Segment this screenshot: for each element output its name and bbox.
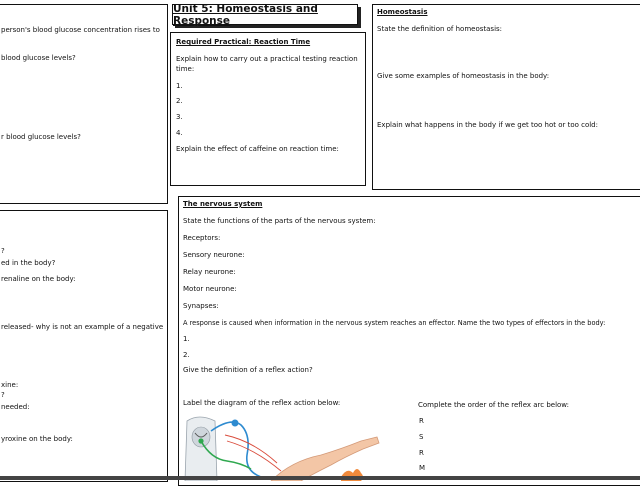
reaction-step-2: 2.: [176, 97, 183, 105]
reaction-time-box: [170, 32, 366, 186]
left-bottom-line-5: xine:: [1, 381, 19, 389]
homeostasis-q3: Explain what happens in the body if we get too hot or too cold:: [377, 121, 598, 129]
left-bottom-line-4: released- why is not an example of a negative: [1, 323, 164, 331]
nervous-part-receptors: Receptors:: [183, 234, 221, 242]
nervous-effector-2: 2.: [183, 351, 190, 359]
arm-shape: [271, 437, 379, 481]
page-title-text: Unit 5: Homeostasis and Response: [173, 2, 318, 27]
reaction-question-1: Explain how to carry out a practical testing reaction: [176, 55, 358, 63]
reaction-step-1: 1.: [176, 82, 183, 90]
bottom-edge-bar: [0, 476, 640, 480]
nervous-system-box: [178, 196, 640, 486]
left-top-line-3: r blood glucose levels?: [1, 133, 81, 141]
left-bottom-box: [0, 210, 168, 482]
red-fibre-path-2: [227, 441, 281, 471]
nervous-part-synapses: Synapses:: [183, 302, 219, 310]
reflex-order-label: Complete the order of the reflex arc below:: [418, 401, 570, 409]
reflex-order-r2: R: [419, 449, 424, 457]
reaction-heading: Required Practical: Reaction Time: [176, 38, 311, 46]
homeostasis-q1: State the definition of homeostasis:: [377, 25, 503, 33]
reflex-arc-diagram: [181, 411, 381, 481]
reaction-step-3: 3.: [176, 113, 183, 121]
reflex-order-m: M: [419, 464, 426, 472]
homeostasis-box: [372, 4, 640, 190]
page-title: [172, 4, 358, 25]
spinal-cord-shape: [185, 417, 217, 481]
left-bottom-line-2: ed in the body?: [1, 259, 56, 267]
homeostasis-q2: Give some examples of homeostasis in the body:: [377, 72, 550, 80]
nervous-part-sensory: Sensory neurone:: [183, 251, 245, 259]
left-top-line-2: blood glucose levels?: [1, 54, 76, 62]
sensory-neurone-path: [211, 422, 261, 477]
left-bottom-line-7: needed:: [1, 403, 30, 411]
reaction-question-1-cont: time:: [176, 65, 195, 73]
nervous-effector-1: 1.: [183, 335, 190, 343]
nervous-part-motor: Motor neurone:: [183, 285, 237, 293]
left-bottom-line-1: ?: [1, 247, 5, 255]
nervous-intro: State the functions of the parts of the nervous system:: [183, 217, 376, 225]
reflex-order-r1: R: [419, 417, 424, 425]
left-top-box: [0, 4, 168, 204]
nervous-heading: The nervous system: [183, 200, 263, 208]
red-fibre-path-1: [225, 435, 277, 463]
homeostasis-heading: Homeostasis: [377, 8, 428, 16]
reaction-question-2: Explain the effect of caffeine on reaction time:: [176, 145, 339, 153]
nervous-effectors-question: A response is caused when information in the nervous system reaches an effector. Name the two types of effectors in the body:: [183, 319, 606, 327]
left-top-line-1: person's blood glucose concentration rises to: [1, 26, 160, 34]
left-bottom-line-8: yroxine on the body:: [1, 435, 73, 443]
sensory-cell-body: [232, 420, 239, 427]
reaction-step-4: 4.: [176, 129, 183, 137]
nervous-part-relay: Relay neurone:: [183, 268, 236, 276]
motor-cell-body: [198, 438, 203, 443]
reflex-order-s: S: [419, 433, 424, 441]
nervous-reflex-definition: Give the definition of a reflex action?: [183, 366, 313, 374]
left-bottom-line-3: renaline on the body:: [1, 275, 76, 283]
left-bottom-line-6: ?: [1, 391, 5, 399]
reflex-diagram-label: Label the diagram of the reflex action below:: [183, 399, 341, 407]
